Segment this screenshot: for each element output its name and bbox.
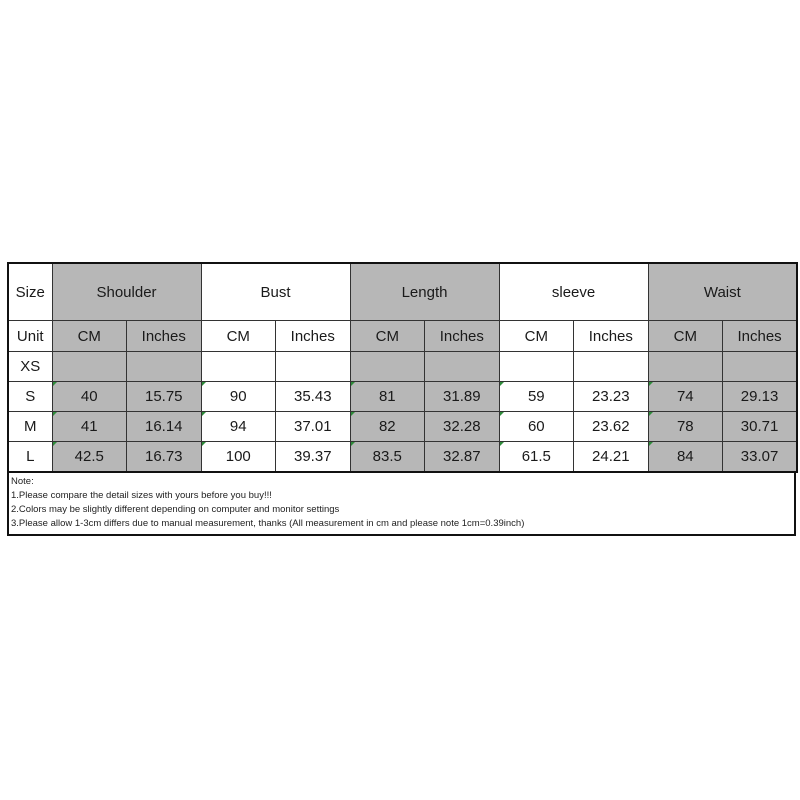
value-cell: 31.89 <box>425 382 500 412</box>
value-cell: 60 <box>499 412 574 442</box>
value-cell: 83.5 <box>350 442 425 473</box>
value-cell <box>574 352 649 382</box>
table-row <box>8 382 797 412</box>
note-line-1: 1.Please compare the detail sizes with yours before you buy!!! <box>11 490 272 501</box>
size-label: XS <box>8 352 52 382</box>
unit-cell: Inches <box>574 321 649 352</box>
value-cell <box>52 352 127 382</box>
size-label: S <box>8 382 52 412</box>
value-cell: 24.21 <box>574 442 649 473</box>
unit-cell: Inches <box>127 321 202 352</box>
value-cell: 42.5 <box>52 442 127 473</box>
group-header: Length <box>350 263 499 321</box>
value-cell <box>499 352 574 382</box>
value-cell: 33.07 <box>723 442 798 473</box>
size-label: L <box>8 442 52 473</box>
unit-cell: CM <box>52 321 127 352</box>
note-line-3: 3.Please allow 1-3cm differs due to manual measurement, thanks (All measurement in cm and please note 1cm=0.39inch) <box>11 518 525 529</box>
value-cell <box>350 352 425 382</box>
group-header: Waist <box>648 263 797 321</box>
unit-cell: CM <box>201 321 276 352</box>
value-cell: 59 <box>499 382 574 412</box>
size-table <box>7 262 798 473</box>
group-header: sleeve <box>499 263 648 321</box>
value-cell <box>648 352 723 382</box>
unit-cell: CM <box>499 321 574 352</box>
value-cell: 82 <box>350 412 425 442</box>
size-chart <box>7 262 796 536</box>
value-cell: 16.73 <box>127 442 202 473</box>
unit-label: Unit <box>8 321 52 352</box>
unit-cell: Inches <box>723 321 798 352</box>
value-cell <box>425 352 500 382</box>
value-cell: 90 <box>201 382 276 412</box>
value-cell: 84 <box>648 442 723 473</box>
group-header: Shoulder <box>52 263 201 321</box>
size-header: Size <box>8 263 52 321</box>
value-cell: 15.75 <box>127 382 202 412</box>
value-cell: 100 <box>201 442 276 473</box>
value-cell: 32.87 <box>425 442 500 473</box>
value-cell: 35.43 <box>276 382 351 412</box>
value-cell: 61.5 <box>499 442 574 473</box>
value-cell <box>276 352 351 382</box>
value-cell: 78 <box>648 412 723 442</box>
value-cell: 32.28 <box>425 412 500 442</box>
value-cell: 40 <box>52 382 127 412</box>
value-cell: 23.62 <box>574 412 649 442</box>
value-cell: 74 <box>648 382 723 412</box>
unit-cell: CM <box>350 321 425 352</box>
value-cell: 81 <box>350 382 425 412</box>
value-cell: 30.71 <box>723 412 798 442</box>
unit-cell: CM <box>648 321 723 352</box>
value-cell: 29.13 <box>723 382 798 412</box>
table-row <box>8 352 797 382</box>
unit-row <box>8 321 797 352</box>
value-cell <box>127 352 202 382</box>
header-row <box>8 263 797 321</box>
note-line-2: 2.Colors may be slightly different depending on computer and monitor settings <box>11 504 340 515</box>
unit-cell: Inches <box>425 321 500 352</box>
table-row <box>8 442 797 473</box>
value-cell: 41 <box>52 412 127 442</box>
unit-cell: Inches <box>276 321 351 352</box>
value-cell <box>723 352 798 382</box>
group-header: Bust <box>201 263 350 321</box>
size-label: M <box>8 412 52 442</box>
value-cell: 16.14 <box>127 412 202 442</box>
value-cell <box>201 352 276 382</box>
value-cell: 39.37 <box>276 442 351 473</box>
value-cell: 94 <box>201 412 276 442</box>
value-cell: 23.23 <box>574 382 649 412</box>
table-row <box>8 412 797 442</box>
notes-box <box>7 473 796 536</box>
notes-title: Note: <box>11 476 34 487</box>
value-cell: 37.01 <box>276 412 351 442</box>
